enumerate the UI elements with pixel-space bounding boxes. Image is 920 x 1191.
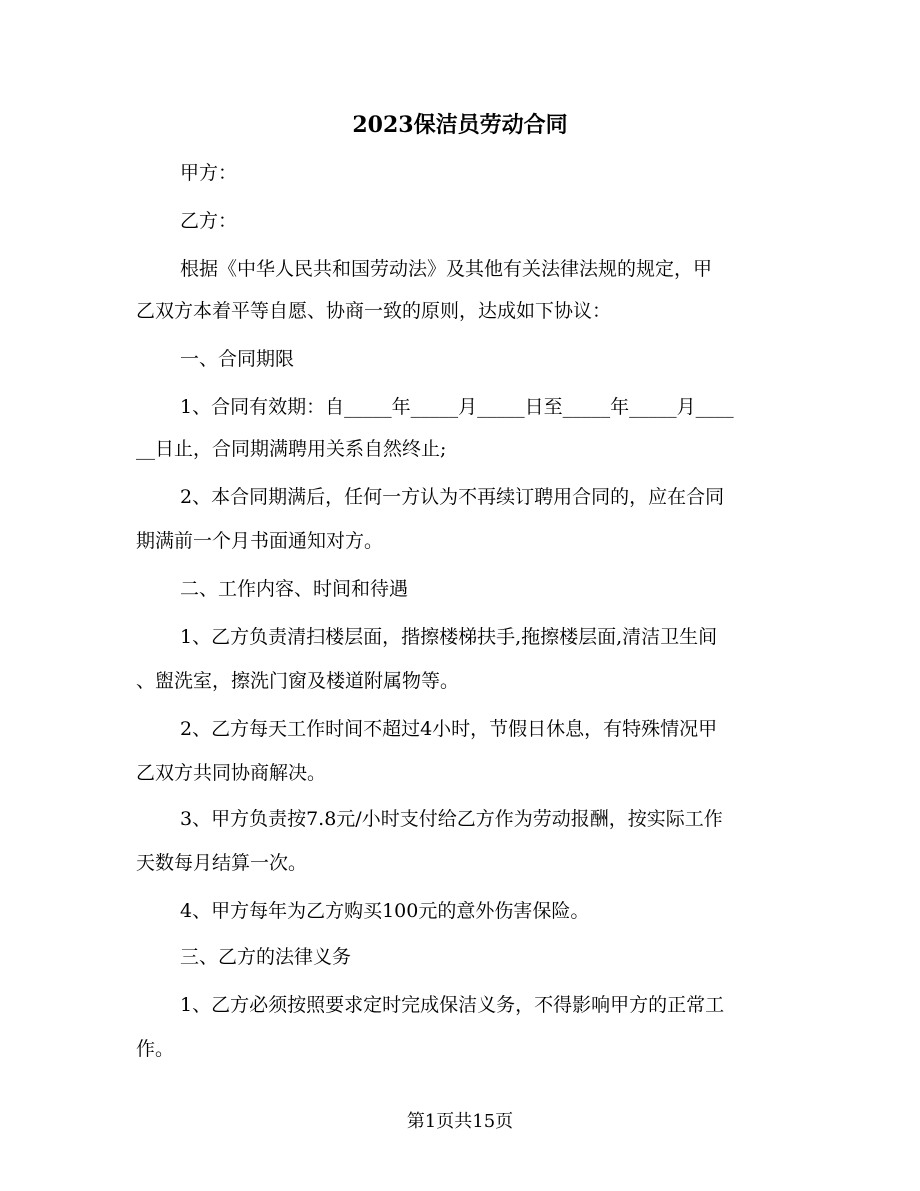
- party-a-line: 甲方：: [180, 162, 238, 184]
- clause-1-1-line-1: 1、合同有效期：自_____年_____月_____日至_____年_____月____: [180, 396, 734, 418]
- document-title: 2023保洁员劳动合同: [352, 112, 568, 138]
- preamble-line-1: 根据《中华人民共和国劳动法》及其他有关法律法规的规定，甲: [180, 258, 713, 280]
- section-heading-term: 一、合同期限: [180, 348, 295, 370]
- clause-2-1-line-1: 1、乙方负责清扫楼层面，揩擦楼梯扶手,拖擦楼层面,清洁卫生间: [180, 626, 718, 648]
- page-number-footer: 第1页共15页: [406, 1111, 514, 1132]
- clause-2-2-line-1: 2、乙方每天工作时间不超过4小时，节假日休息，有特殊情况甲: [180, 718, 718, 740]
- clause-2-1-line-2: 、盥洗室，擦洗门窗及楼道附属物等。: [136, 670, 460, 692]
- clause-2-2-line-2: 乙双方共同协商解决。: [136, 762, 327, 784]
- party-b-line: 乙方：: [180, 210, 238, 232]
- clause-1-2-line-2: 期满前一个月书面通知对方。: [136, 530, 384, 552]
- clause-2-4-line-1: 4、甲方每年为乙方购买100元的意外伤害保险。: [180, 900, 590, 922]
- preamble-line-2: 乙双方本着平等自愿、协商一致的原则，达成如下协议：: [136, 300, 612, 322]
- clause-3-1-line-1: 1、乙方必须按照要求定时完成保洁义务，不得影响甲方的正常工: [180, 994, 725, 1016]
- clause-2-3-line-1: 3、甲方负责按7.8元/小时支付给乙方作为劳动报酬，按实际工作: [180, 808, 723, 830]
- section-heading-work: 二、工作内容、时间和待遇: [180, 578, 409, 600]
- section-heading-obligations: 三、乙方的法律义务: [180, 946, 352, 968]
- clause-3-1-line-2: 作。: [136, 1038, 175, 1060]
- clause-1-2-line-1: 2、本合同期满后，任何一方认为不再续订聘用合同的，应在合同: [180, 486, 725, 508]
- clause-1-1-line-2: __日止，合同期满聘用关系自然终止;: [136, 438, 447, 460]
- clause-2-3-line-2: 天数每月结算一次。: [136, 852, 308, 874]
